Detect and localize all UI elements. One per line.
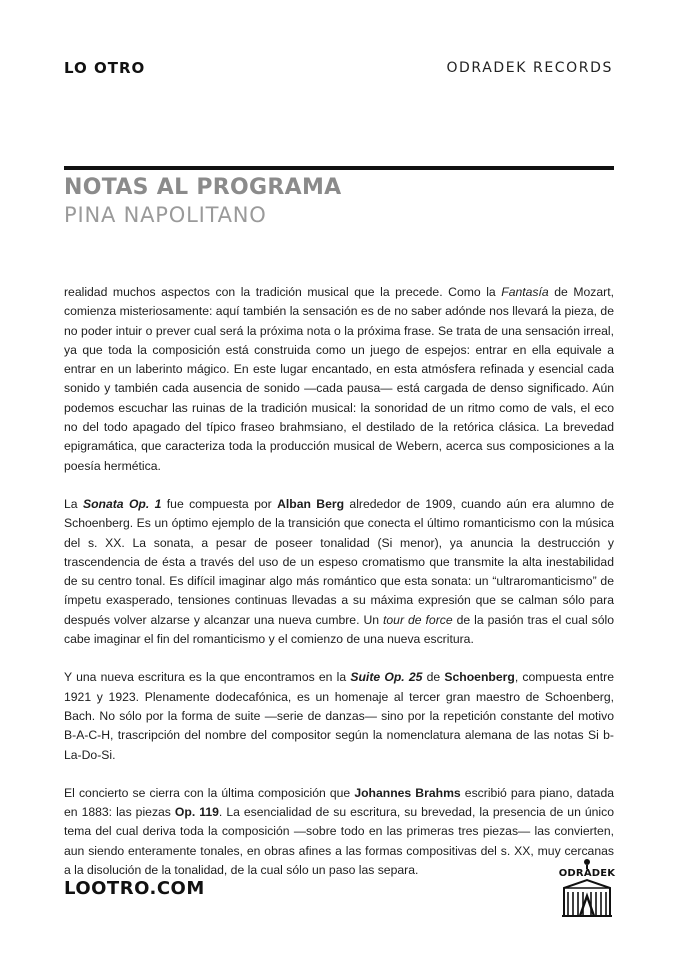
text-run: realidad muchos aspectos con la tradición musical que la precede. Como la <box>64 285 502 299</box>
program-notes-body <box>64 283 614 899</box>
text-run: , compuesta entre 1921 y 1923. Plenamente dodecafónica, es un homenaje al tercer gran maestro de Schoenberg, Bach. No sólo por la forma de suite —serie de danzas— sino por la repetición constante del motivo B-A-C-H, trascripción del nombre del compositor según la nomenclatura alemana de las notas Si b-La-Do-Si. <box>64 670 614 762</box>
text-run: de la pasión tras el cual sólo cabe imaginar el fin del romanticismo y el comienzo de una nueva escritura. <box>64 612 614 647</box>
work-title-sonata-op1: Sonata Op. 1 <box>82 496 162 511</box>
brand-lo-otro: LO OTRO <box>64 59 146 77</box>
text-run: . La esencialidad de su escritura, su brevedad, la presencia de un único tema del cual deriva toda la composición —sobre todo en las primeras tres piezas— las convierten, aun siendo enteramente tonales, en obras afines a las formas compositivas del s. XX, muy cercanas a la disolución de la tonalidad, de la cual sólo un paso las separa. <box>64 805 614 878</box>
phrase-tour-de-force: tour de force <box>383 612 453 627</box>
text-run: escribió para piano, datada en 1883: las piezas <box>64 785 614 820</box>
composer-schoenberg: Schoenberg <box>444 670 515 685</box>
text-run: Y una nueva escritura es la que encontramos en la <box>64 670 351 685</box>
footer-website-link[interactable]: LOOTRO.COM <box>64 878 205 899</box>
section-title: NOTAS AL PROGRAMA <box>64 175 342 200</box>
section-author: PINA NAPOLITANO <box>64 203 267 227</box>
paragraph-webern <box>64 283 614 476</box>
text-run: de <box>422 670 445 685</box>
work-title-op119: Op. 119 <box>174 805 219 820</box>
text-run: El concierto se cierra con la última composición que <box>64 785 355 800</box>
text-run: alrededor de 1909, cuando aún era alumno de Schoenberg. Es un óptimo ejemplo de la transición que conecta el último romanticismo con la música del s. XX. La sonata, a pesar de poseer tonalidad (Si menor), ya anuncia la destrucción y trascendencia de ésta a través del uso de un espeso cromatismo que transmite la alta inestabilidad de su centro tonal. Es difícil imaginar algo más romántico que esta sonata: un “ultraromanticismo” de ímpetu exasperado, tensiones continuas llevadas a su máxima expresión que se calman sólo para después volver alzarse y alcanzar una nueva cumbre. Un <box>64 496 615 627</box>
paragraph-brahms <box>64 784 614 880</box>
composer-johannes-brahms: Johannes Brahms <box>354 785 461 800</box>
work-title-fantasia: Fantasía <box>501 285 549 299</box>
text-run: de Mozart, comienza misteriosamente: aquí también la sensación es de no saber adónde nos llevará la pieza, de no poder intuir o prever cual será la próxima nota o la próxima frase. Se trata de una sensación irreal, ya que toda la composición está construida como un juego de espejos: entrar en ella equivale a entrar en un laberinto mágico. En este lugar encantado, en esta atmósfera refinada y esencial cada sonido y también cada ausencia de sonido —cada pausa— está cargada de denso significado. Aún podemos escuchar las ruinas de la tradición musical: la sonoridad de un ritmo como de vals, el eco no del todo apagado del típico fraseo brahmsiano, el destilado de la retórica clásica. La brevedad epigramática, que caracteriza toda la producción musical de Webern, acerca sus composiciones a la poesía hermética. <box>64 285 614 473</box>
label-odradek-records: ODRADEK RECORDS <box>446 60 613 76</box>
work-title-suite-op25: Suite Op. 25 <box>350 670 423 685</box>
paragraph-schoenberg <box>64 668 614 764</box>
odradek-logo-icon <box>558 858 616 920</box>
header-divider <box>64 166 614 170</box>
composer-alban-berg: Alban Berg <box>277 496 345 511</box>
paragraph-berg <box>64 495 614 649</box>
text-run: fue compuesta por <box>161 496 278 511</box>
logo-wordmark: ODRADEK <box>558 868 616 879</box>
text-run: La <box>64 496 83 511</box>
